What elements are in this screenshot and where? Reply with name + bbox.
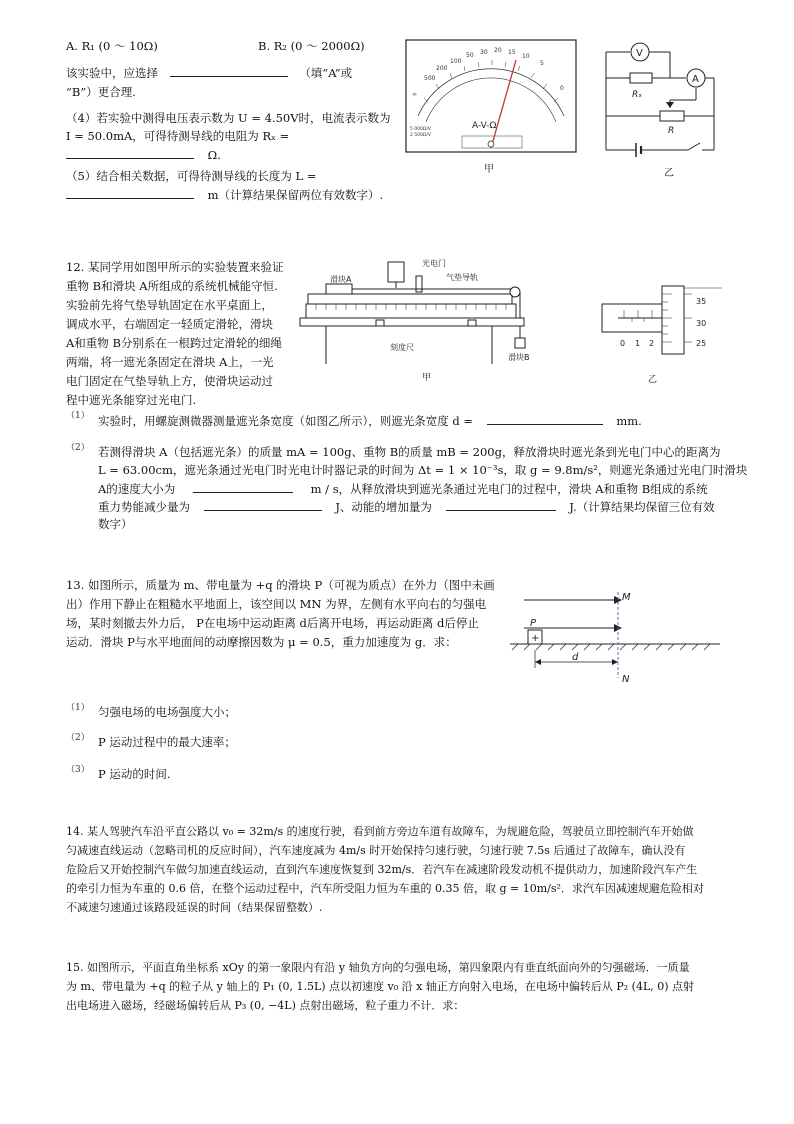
svg-text:R: R [668, 126, 675, 136]
rheostat-r [660, 111, 684, 121]
svg-text:2: 2 [649, 339, 655, 348]
svg-text:+: + [531, 633, 540, 644]
q11-part5-line1: （5）结合相关数据，可得待测导线的长度为 L = [66, 169, 317, 183]
air-track-figure [296, 258, 546, 388]
meter-label: A-V-Ω [472, 121, 497, 131]
circuit-figure [596, 40, 726, 180]
svg-text:2 500Ω/V: 2 500Ω/V [410, 133, 431, 138]
scale-label: ∞ [412, 91, 417, 98]
q12-stem: 12. 某同学用如图甲所示的实验装置来验证 重物 B和滑块 A所组成的系统机械能守恒. 实验前先将气垫导轨固定在水平桌面上， 调成水平，右端固定一轻质定滑轮，滑块 A和重物 B分别系在一根跨过定滑轮的细绳 两端，将一遮光条固定在滑块 A上，一光 电门固定在气垫导轨上方，使滑块运动过 程中遮光条能穿过光电门. [66, 260, 284, 407]
q11-part4-line3: Ω. [66, 146, 221, 163]
figure-caption-jia: 甲 [484, 164, 494, 175]
answer-blank[interactable] [193, 480, 293, 493]
svg-text:Rₓ: Rₓ [632, 90, 643, 100]
answer-blank[interactable] [170, 64, 288, 77]
svg-text:N: N [622, 674, 630, 685]
answer-blank[interactable] [66, 146, 194, 159]
q15-stem: 15. 如图所示，平面直角坐标系 xOy 的第一象限内有沿 y 轴负方向的匀强电场，第四象限内有垂直纸面向外的匀强磁场．一质量 为 m、带电量为 +q 的粒子从 y 轴上的 P₁ (0, 1.5L) 点以初速度 v₀ 沿 x 轴正方向射入电场，在电场中偏转后从 P₂ (4L, 0) 点射 出电场进入磁场，经磁场偏转后从 P₃ (0, −4L) 点射出磁场，粒子重力不计．求： [66, 961, 695, 1012]
pulley [510, 287, 520, 297]
q12-part2-line1: 若测得滑块 A（包括遮光条）的质量 mA = 100g、重物 B的质量 mB = 200g，释放滑块时遮光条到光电门中心的距离为 [98, 445, 721, 459]
svg-text:光电门: 光电门 [422, 259, 446, 268]
photogate [416, 276, 422, 292]
electric-field-figure [510, 592, 730, 692]
q12-part1: 实验时，用螺旋测微器测量遮光条宽度（如图乙所示），则遮光条宽度 d = mm. [98, 414, 642, 428]
q12-part2-line5: 数字） [98, 517, 133, 531]
q11-choose-text: 该实验中，应选择 （填“A”或 [66, 66, 353, 80]
svg-text:P: P [530, 618, 537, 629]
q12-part2-line2: L = 63.00cm，遮光条通过光电门时光电计时器记录的时间为 Δt = 1 × 10⁻³s，取 g = 9.8m/s²，则遮光条通过光电门时滑块 [98, 463, 748, 477]
svg-text:M: M [622, 592, 631, 603]
q11-part4-line2: I = 50.0mA，可得待测导线的电阻为 Rₓ = [66, 129, 290, 143]
scale-label: 20 [494, 47, 502, 54]
figure-caption-jia: 甲 [422, 373, 432, 383]
scale-label: 200 [436, 65, 448, 72]
svg-text:5 000Ω/V: 5 000Ω/V [410, 127, 431, 132]
q11-part5-line2: m（计算结果保留两位有效数字）. [66, 186, 383, 203]
scale-label: 30 [480, 49, 488, 56]
q11-part4-line1: （4）若实验中测得电压表示数为 U = 4.50V时，电流表示数为 [66, 111, 391, 125]
svg-text:0: 0 [620, 339, 626, 348]
scale-label: 100 [450, 58, 462, 65]
answer-blank[interactable] [204, 498, 322, 511]
q13-part3: P 运动的时间. [98, 767, 171, 781]
svg-text:1: 1 [635, 339, 641, 348]
svg-text:滑块B: 滑块B [508, 353, 530, 362]
option-a: A. R₁ (0 ～ 10Ω) [66, 39, 158, 53]
svg-text:刻度尺: 刻度尺 [390, 343, 414, 352]
svg-text:气垫导轨: 气垫导轨 [446, 273, 478, 282]
scale-label: 15 [508, 49, 516, 56]
q14-stem: 14. 某人驾驶汽车沿平直公路以 v₀ = 32m/s 的速度行驶，看到前方旁边车道有故障车，为规避危险，驾驶员立即控制汽车开始做 匀减速直线运动（忽略司机的反应时间），汽车速度减为 4m/s 时开始保持匀速行驶，匀速行驶 7.5s 后通过了故障车，确认没有 危险后又开始控制汽车做匀加速直线运动，直到汽车速度恢复到 32m/s．若汽车在减速阶段发动机不提供动力，加速阶段汽车产生 的牵引力恒为车重的 0.6 倍，在整个运动过程中，汽车所受阻力恒为车重的 0.35 倍，取 g = 10m/s²．求汽车因减速规避危险相对 不减速匀速通过该路段延误的时间（结果保留整数）. [66, 825, 704, 914]
q13-part2: P 运动过程中的最大速率； [98, 735, 236, 749]
multimeter-figure [404, 38, 580, 198]
svg-text:滑块A: 滑块A [330, 275, 352, 284]
q11-choose-text-2: “B”）更合理. [66, 85, 136, 99]
scale-label: 0 [560, 85, 564, 92]
svg-text:A: A [692, 74, 699, 85]
q13-stem: 13. 如图所示，质量为 m、带电量为 +q 的滑块 P（可视为质点）在外力（图中未画 出）作用下静止在粗糙水平地面上，该空间以 MN 为界，左侧有水平向右的匀强电 场，某时刻撤去外力后， P在电场中运动距离 d后离开电场，再运动距离 d后停止 运动．滑块 P与水平地面间的动摩擦因数为 μ = 0.5，重力加速度为 g．求： [66, 578, 495, 649]
svg-text:30: 30 [696, 319, 707, 328]
slider-a [326, 284, 352, 294]
q12-part2-line3: A的速度大小为 m / s，从释放滑块到遮光条通过光电门的过程中，滑块 A和重物 B组成的系统 [98, 482, 708, 496]
figure-caption-yi: 乙 [664, 168, 674, 179]
figure-caption-yi: 乙 [648, 375, 658, 385]
micrometer-figure [598, 274, 728, 394]
option-b: B. R₂ (0 ～ 2000Ω) [258, 39, 365, 53]
q12-part2-line4: 重力势能减少量为 J、动能的增加量为 J.（计算结果均保留三位有效 [98, 500, 715, 514]
answer-blank[interactable] [446, 498, 556, 511]
answer-blank[interactable] [487, 412, 603, 425]
svg-text:25: 25 [696, 339, 707, 348]
svg-text:V: V [636, 48, 643, 59]
scale-label: 10 [522, 53, 530, 60]
scale-label: 5 [540, 60, 544, 67]
weight-b [515, 338, 525, 348]
resistor-rx [630, 73, 652, 83]
svg-text:d: d [572, 652, 579, 663]
answer-blank[interactable] [66, 186, 194, 199]
q13-part1: 匀强电场的电场强度大小； [98, 705, 236, 719]
svg-text:35: 35 [696, 297, 707, 306]
scale-label: 500 [424, 75, 436, 82]
scale-label: 50 [466, 52, 474, 59]
